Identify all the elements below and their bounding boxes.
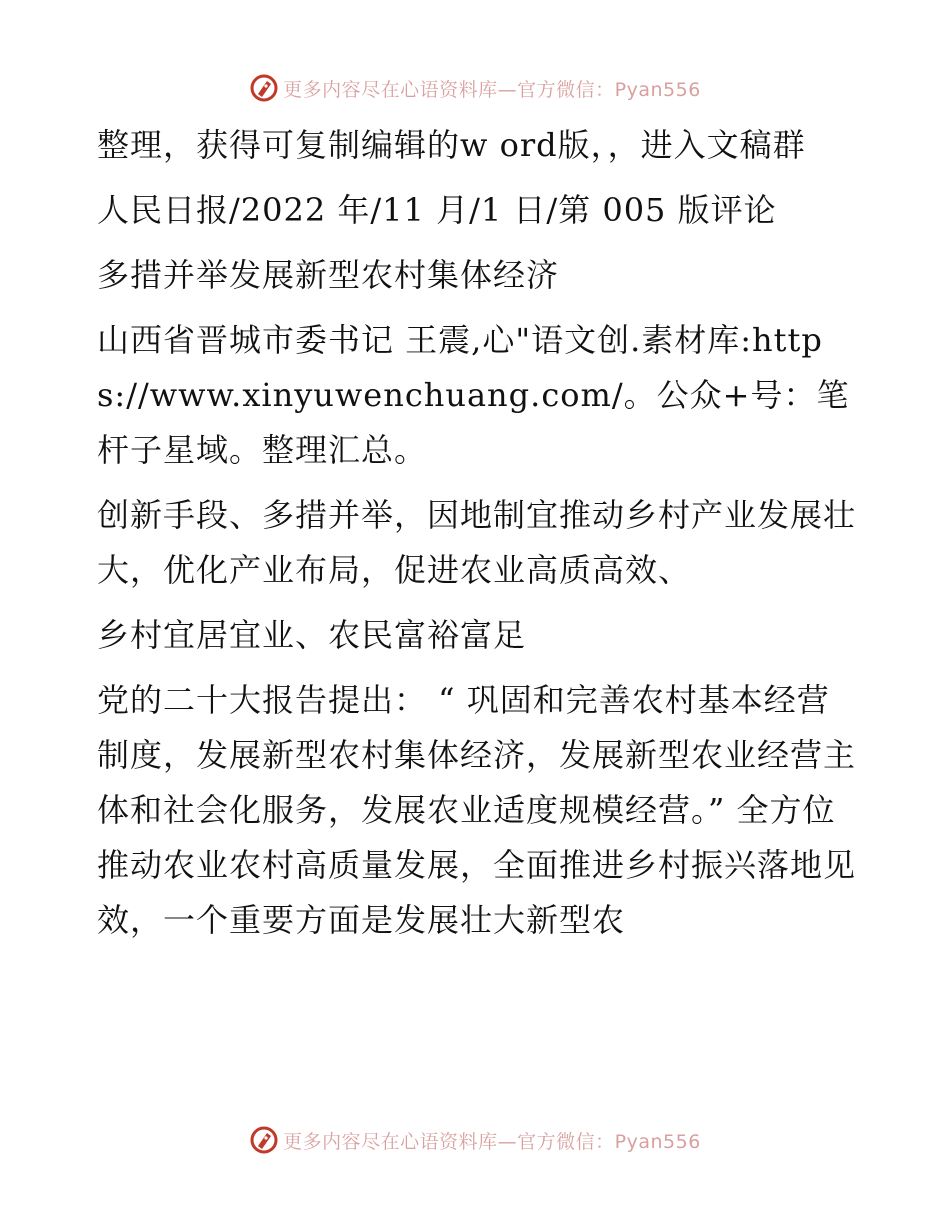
paragraph-body: 党的二十大报告提出： “ 巩固和完善农村基本经营制度，发展新型农村集体经济，发展新型农业经营主体和社会化服务，发展农业适度规模经营。” 全方位推动农业农村高质量发展，全面推进乡村振兴落地见效，一个重要方面是发展壮大新型农 — [97, 681, 857, 939]
paragraph-intro: 整理，获得可复制编辑的w ord版，，进入文稿群 — [97, 126, 806, 164]
paragraph-summary-cont: 乡村宜居宜业、农民富裕富足 — [97, 616, 527, 654]
paragraph-title: 多措并举发展新型农村集体经济 — [97, 256, 560, 294]
header-banner — [0, 68, 950, 108]
footer-banner-text: 更多内容尽在心语资料库—官方微信：Pyan556 — [283, 1130, 701, 1153]
footer-banner — [0, 1120, 950, 1160]
paragraph-source: 人民日报/2022 年/11 月/1 日/第 005 版评论 — [97, 191, 777, 229]
pen-nib-circle-icon — [249, 1125, 279, 1155]
pen-nib-circle-icon — [249, 73, 279, 103]
paragraph-author: 山西省晋城市委书记 王震,心"语文创.素材库:https://www.xinyuwenchuang.com/。公众+号：笔杆子星域。整理汇总。 — [97, 321, 850, 469]
paragraph-summary: 创新手段、多措并举，因地制宜推动乡村产业发展壮大，优化产业布局，促进农业高质高效、 — [97, 496, 857, 589]
document-body — [97, 118, 857, 948]
header-banner-text: 更多内容尽在心语资料库—官方微信：Pyan556 — [283, 78, 701, 101]
